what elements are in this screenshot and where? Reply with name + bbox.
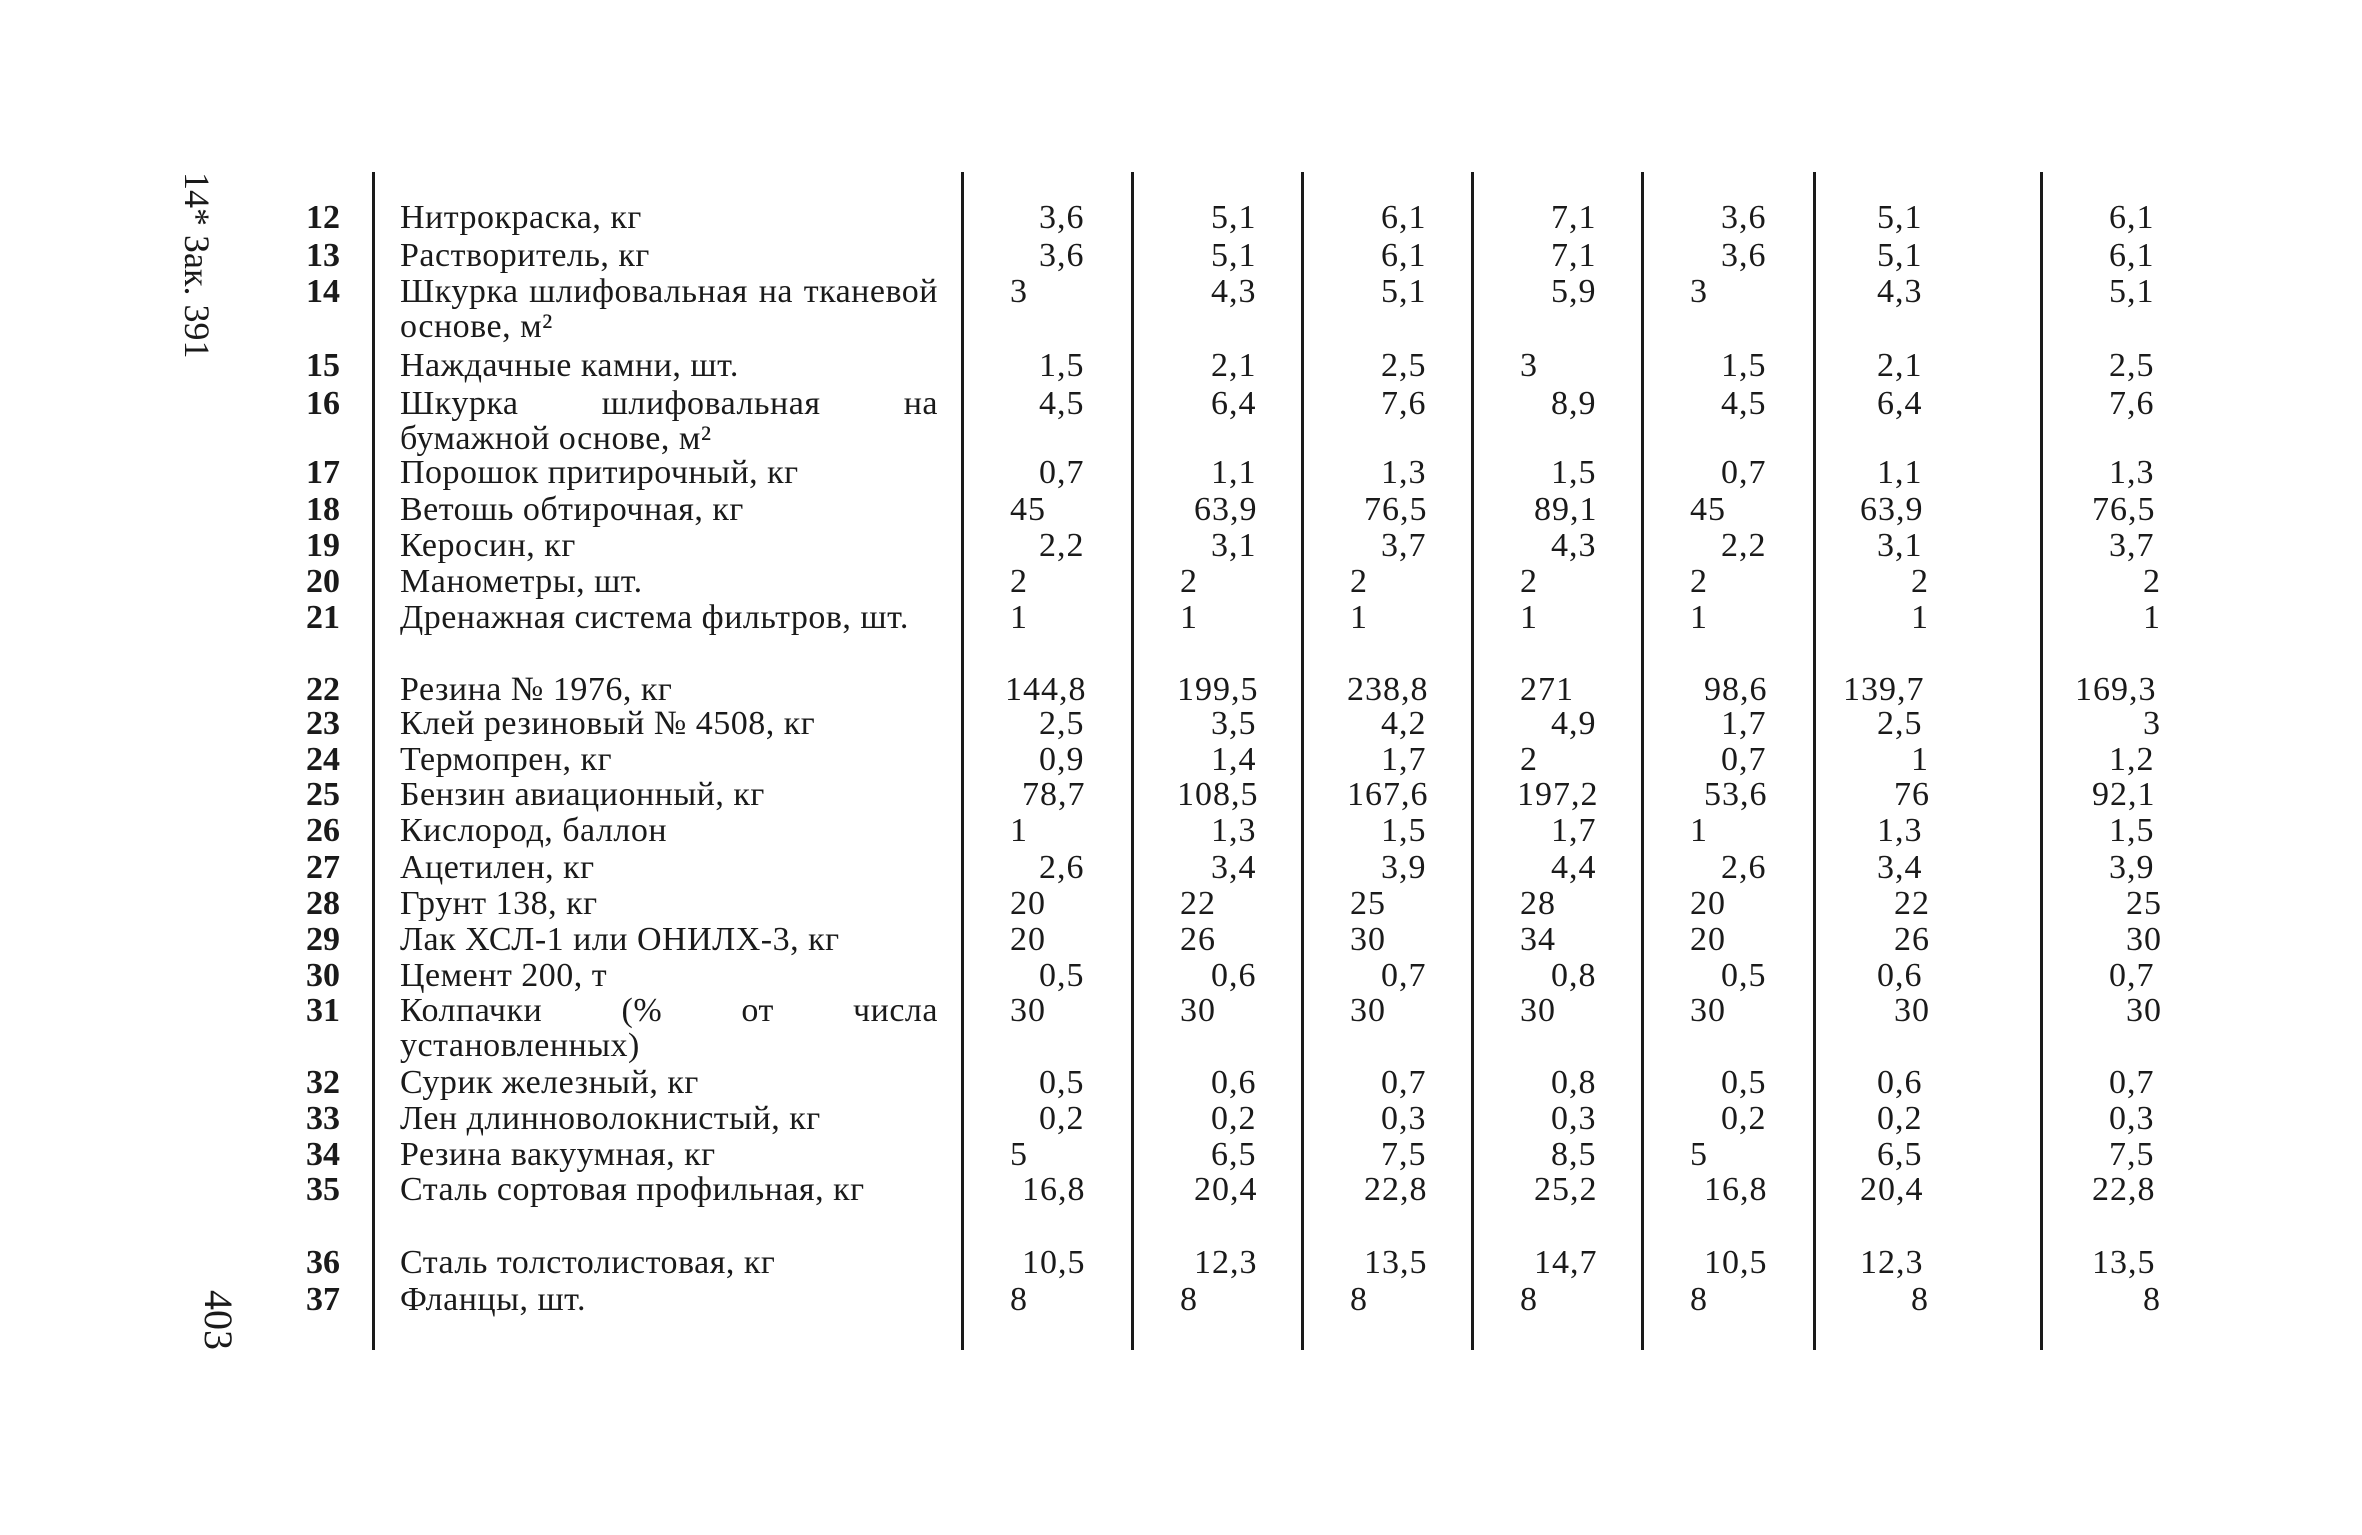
quantity-cell: 34 [1520, 921, 1556, 958]
quantity-cell: 3,4 [1211, 849, 1257, 886]
quantity-cell: 1,2 [2109, 741, 2155, 778]
quantity-cell: 2 [1690, 563, 1708, 600]
row-number: 28 [306, 885, 340, 922]
column-rule [2040, 172, 2043, 1350]
quantity-cell: 13,5 [1364, 1244, 1428, 1281]
quantity-cell: 0,6 [1877, 1064, 1923, 1101]
quantity-cell: 92,1 [2092, 776, 2156, 813]
quantity-cell: 3 [1690, 273, 1708, 310]
quantity-cell: 0,7 [2109, 1064, 2155, 1101]
quantity-cell: 3,6 [1721, 199, 1767, 236]
quantity-cell: 8,5 [1551, 1136, 1597, 1173]
row-number: 26 [306, 812, 340, 849]
quantity-cell: 1 [2143, 599, 2161, 636]
quantity-cell: 0,5 [1721, 957, 1767, 994]
quantity-cell: 4,3 [1211, 273, 1257, 310]
quantity-cell: 3,1 [1211, 527, 1257, 564]
quantity-cell: 2 [2143, 563, 2161, 600]
material-name: Грунт 138, кг [400, 885, 598, 922]
quantity-cell: 1 [1350, 599, 1368, 636]
quantity-cell: 76,5 [2092, 491, 2156, 528]
quantity-cell: 2 [1911, 563, 1929, 600]
quantity-cell: 22 [1180, 885, 1216, 922]
quantity-cell: 25 [2126, 885, 2162, 922]
quantity-cell: 4,5 [1721, 385, 1767, 422]
material-name: Кислород, баллон [400, 812, 668, 849]
quantity-cell: 6,1 [2109, 237, 2155, 274]
quantity-cell: 1,7 [1551, 812, 1597, 849]
quantity-cell: 3,6 [1039, 237, 1085, 274]
quantity-cell: 20 [1010, 885, 1046, 922]
quantity-cell: 2,5 [1381, 347, 1427, 384]
column-rule [1641, 172, 1644, 1350]
quantity-cell: 5,1 [1877, 199, 1923, 236]
row-number: 24 [306, 741, 340, 778]
quantity-cell: 6,5 [1877, 1136, 1923, 1173]
material-name: Сталь толстолистовая, кг [400, 1244, 776, 1281]
quantity-cell: 2,1 [1211, 347, 1257, 384]
quantity-cell: 271 [1520, 671, 1574, 708]
quantity-cell: 3,6 [1721, 237, 1767, 274]
quantity-cell: 8 [1911, 1281, 1929, 1318]
row-number: 32 [306, 1064, 340, 1101]
row-number: 27 [306, 849, 340, 886]
row-number: 15 [306, 347, 340, 384]
quantity-cell: 4,9 [1551, 705, 1597, 742]
quantity-cell: 30 [2126, 921, 2162, 958]
quantity-cell: 167,6 [1347, 776, 1429, 813]
quantity-cell: 0,7 [2109, 957, 2155, 994]
row-number: 12 [306, 199, 340, 236]
column-rule [1131, 172, 1134, 1350]
quantity-cell: 0,9 [1039, 741, 1085, 778]
quantity-cell: 30 [1180, 992, 1216, 1029]
quantity-cell: 30 [1520, 992, 1556, 1029]
quantity-cell: 0,5 [1721, 1064, 1767, 1101]
row-number: 13 [306, 237, 340, 274]
quantity-cell: 4,4 [1551, 849, 1597, 886]
quantity-cell: 1 [1911, 599, 1929, 636]
row-number: 19 [306, 527, 340, 564]
quantity-cell: 5,1 [2109, 273, 2155, 310]
material-name: Сталь сортовая профильная, кг [400, 1171, 865, 1208]
quantity-cell: 5 [1010, 1136, 1028, 1173]
quantity-cell: 1,3 [1211, 812, 1257, 849]
quantity-cell: 1 [1911, 741, 1929, 778]
quantity-cell: 2 [1350, 563, 1368, 600]
quantity-cell: 26 [1894, 921, 1930, 958]
quantity-cell: 1 [1010, 599, 1028, 636]
quantity-cell: 7,1 [1551, 199, 1597, 236]
quantity-cell: 1 [1180, 599, 1198, 636]
quantity-cell: 0,2 [1877, 1100, 1923, 1137]
quantity-cell: 10,5 [1022, 1244, 1086, 1281]
quantity-cell: 144,8 [1005, 671, 1087, 708]
quantity-cell: 14,7 [1534, 1244, 1598, 1281]
quantity-cell: 12,3 [1194, 1244, 1258, 1281]
quantity-cell: 0,8 [1551, 1064, 1597, 1101]
quantity-cell: 197,2 [1517, 776, 1599, 813]
quantity-cell: 0,5 [1039, 957, 1085, 994]
quantity-cell: 0,7 [1039, 454, 1085, 491]
column-rule [1301, 172, 1304, 1350]
material-name: Цемент 200, т [400, 957, 608, 994]
row-number: 34 [306, 1136, 340, 1173]
quantity-cell: 1,5 [1381, 812, 1427, 849]
quantity-cell: 2 [1010, 563, 1028, 600]
quantity-cell: 5,1 [1211, 199, 1257, 236]
quantity-cell: 5 [1690, 1136, 1708, 1173]
material-name: Термопрен, кг [400, 741, 613, 778]
material-name: Нитрокраска, кг [400, 199, 642, 236]
quantity-cell: 6,1 [1381, 199, 1427, 236]
quantity-cell: 1,5 [2109, 812, 2155, 849]
row-number: 23 [306, 705, 340, 742]
quantity-cell: 1,5 [1551, 454, 1597, 491]
quantity-cell: 20 [1010, 921, 1046, 958]
quantity-cell: 20 [1690, 885, 1726, 922]
quantity-cell: 3,5 [1211, 705, 1257, 742]
quantity-cell: 238,8 [1347, 671, 1429, 708]
quantity-cell: 6,1 [1381, 237, 1427, 274]
quantity-cell: 6,4 [1877, 385, 1923, 422]
quantity-cell: 7,6 [1381, 385, 1427, 422]
quantity-cell: 22 [1894, 885, 1930, 922]
quantity-cell: 2,2 [1039, 527, 1085, 564]
quantity-cell: 0,6 [1211, 1064, 1257, 1101]
material-name: Керосин, кг [400, 527, 576, 564]
quantity-cell: 76,5 [1364, 491, 1428, 528]
material-name: Лен длинноволокнистый, кг [400, 1100, 821, 1137]
quantity-cell: 1,3 [1877, 812, 1923, 849]
row-number: 22 [306, 671, 340, 708]
quantity-cell: 169,3 [2075, 671, 2157, 708]
quantity-cell: 25,2 [1534, 1171, 1598, 1208]
quantity-cell: 0,7 [1381, 1064, 1427, 1101]
material-name: Бензин авиационный, кг [400, 776, 765, 813]
quantity-cell: 63,9 [1194, 491, 1258, 528]
material-name: Колпачки (% от числа установленных) [400, 992, 938, 1064]
quantity-cell: 7,5 [1381, 1136, 1427, 1173]
quantity-cell: 10,5 [1704, 1244, 1768, 1281]
material-name: Наждачные камни, шт. [400, 347, 739, 384]
quantity-cell: 2,1 [1877, 347, 1923, 384]
quantity-cell: 7,1 [1551, 237, 1597, 274]
quantity-cell: 7,5 [2109, 1136, 2155, 1173]
quantity-cell: 3,9 [1381, 849, 1427, 886]
quantity-cell: 2,6 [1721, 849, 1767, 886]
quantity-cell: 0,7 [1381, 957, 1427, 994]
material-name: Резина № 1976, кг [400, 671, 673, 708]
row-number: 25 [306, 776, 340, 813]
quantity-cell: 108,5 [1177, 776, 1259, 813]
quantity-cell: 1,1 [1211, 454, 1257, 491]
material-name: Фланцы, шт. [400, 1281, 586, 1318]
quantity-cell: 16,8 [1022, 1171, 1086, 1208]
quantity-cell: 1,7 [1721, 705, 1767, 742]
quantity-cell: 13,5 [2092, 1244, 2156, 1281]
quantity-cell: 8 [1520, 1281, 1538, 1318]
quantity-cell: 98,6 [1704, 671, 1768, 708]
quantity-cell: 1 [1520, 599, 1538, 636]
quantity-cell: 5,1 [1381, 273, 1427, 310]
quantity-cell: 0,6 [1211, 957, 1257, 994]
row-number: 14 [306, 273, 340, 310]
material-name: Лак ХСЛ-1 или ОНИЛХ-3, кг [400, 921, 840, 958]
quantity-cell: 20,4 [1860, 1171, 1924, 1208]
quantity-cell: 3 [1520, 347, 1538, 384]
material-name: Манометры, шт. [400, 563, 643, 600]
quantity-cell: 1,1 [1877, 454, 1923, 491]
quantity-cell: 20,4 [1194, 1171, 1258, 1208]
quantity-cell: 8 [1180, 1281, 1198, 1318]
quantity-cell: 0,8 [1551, 957, 1597, 994]
quantity-cell: 2,5 [1877, 705, 1923, 742]
quantity-cell: 8 [1010, 1281, 1028, 1318]
quantity-cell: 7,6 [2109, 385, 2155, 422]
quantity-cell: 4,5 [1039, 385, 1085, 422]
column-rule [1813, 172, 1816, 1350]
material-name: Шкурка шлифовальная на бумажной основе, м² [400, 385, 938, 457]
quantity-cell: 6,4 [1211, 385, 1257, 422]
quantity-cell: 16,8 [1704, 1171, 1768, 1208]
quantity-cell: 1,7 [1381, 741, 1427, 778]
page-number: 403 [196, 1290, 241, 1350]
quantity-cell: 3,1 [1877, 527, 1923, 564]
quantity-cell: 1,4 [1211, 741, 1257, 778]
quantity-cell: 30 [2126, 992, 2162, 1029]
quantity-cell: 30 [1350, 921, 1386, 958]
quantity-cell: 1,3 [1381, 454, 1427, 491]
quantity-cell: 1 [1690, 812, 1708, 849]
quantity-cell: 22,8 [1364, 1171, 1428, 1208]
quantity-cell: 5,1 [1211, 237, 1257, 274]
material-name: Дренажная система фильтров, шт. [400, 599, 909, 636]
quantity-cell: 3,6 [1039, 199, 1085, 236]
quantity-cell: 45 [1690, 491, 1726, 528]
quantity-cell: 12,3 [1860, 1244, 1924, 1281]
quantity-cell: 0,3 [1381, 1100, 1427, 1137]
row-number: 17 [306, 454, 340, 491]
row-number: 18 [306, 491, 340, 528]
quantity-cell: 4,3 [1551, 527, 1597, 564]
quantity-cell: 3 [2143, 705, 2161, 742]
quantity-cell: 2,5 [2109, 347, 2155, 384]
quantity-cell: 8 [1690, 1281, 1708, 1318]
quantity-cell: 5,9 [1551, 273, 1597, 310]
row-number: 36 [306, 1244, 340, 1281]
quantity-cell: 0,7 [1721, 454, 1767, 491]
quantity-cell: 0,3 [1551, 1100, 1597, 1137]
quantity-cell: 4,2 [1381, 705, 1427, 742]
quantity-cell: 3,7 [2109, 527, 2155, 564]
material-name: Шкурка шлифовальная на тканевой основе, м² [400, 273, 938, 345]
quantity-cell: 1 [1690, 599, 1708, 636]
row-number: 35 [306, 1171, 340, 1208]
quantity-cell: 0,2 [1211, 1100, 1257, 1137]
quantity-cell: 0,6 [1877, 957, 1923, 994]
quantity-cell: 0,2 [1039, 1100, 1085, 1137]
material-name: Порошок притирочный, кг [400, 454, 799, 491]
row-number: 33 [306, 1100, 340, 1137]
quantity-cell: 3,4 [1877, 849, 1923, 886]
quantity-cell: 1,5 [1721, 347, 1767, 384]
quantity-cell: 20 [1690, 921, 1726, 958]
quantity-cell: 0,5 [1039, 1064, 1085, 1101]
quantity-cell: 63,9 [1860, 491, 1924, 528]
side-note: 14* Зак. 391 [177, 172, 217, 359]
quantity-cell: 0,3 [2109, 1100, 2155, 1137]
row-number: 29 [306, 921, 340, 958]
quantity-cell: 8,9 [1551, 385, 1597, 422]
material-name: Резина вакуумная, кг [400, 1136, 716, 1173]
quantity-cell: 6,1 [2109, 199, 2155, 236]
row-number: 31 [306, 992, 340, 1029]
quantity-cell: 2 [1180, 563, 1198, 600]
quantity-cell: 1,5 [1039, 347, 1085, 384]
quantity-cell: 199,5 [1177, 671, 1259, 708]
quantity-cell: 2 [1520, 741, 1538, 778]
quantity-cell: 89,1 [1534, 491, 1598, 528]
quantity-cell: 30 [1350, 992, 1386, 1029]
column-rule [1471, 172, 1474, 1350]
quantity-cell: 6,5 [1211, 1136, 1257, 1173]
quantity-cell: 30 [1010, 992, 1046, 1029]
material-name: Ацетилен, кг [400, 849, 595, 886]
row-number: 37 [306, 1281, 340, 1318]
quantity-cell: 0,7 [1721, 741, 1767, 778]
quantity-cell: 76 [1894, 776, 1930, 813]
quantity-cell: 1,3 [2109, 454, 2155, 491]
quantity-cell: 2,6 [1039, 849, 1085, 886]
quantity-cell: 3 [1010, 273, 1028, 310]
quantity-cell: 78,7 [1022, 776, 1086, 813]
row-number: 30 [306, 957, 340, 994]
quantity-cell: 5,1 [1877, 237, 1923, 274]
row-number: 20 [306, 563, 340, 600]
quantity-cell: 30 [1690, 992, 1726, 1029]
row-number: 16 [306, 385, 340, 422]
quantity-cell: 45 [1010, 491, 1046, 528]
quantity-cell: 53,6 [1704, 776, 1768, 813]
material-name: Клей резиновый № 4508, кг [400, 705, 816, 742]
quantity-cell: 25 [1350, 885, 1386, 922]
quantity-cell: 1 [1010, 812, 1028, 849]
material-name: Растворитель, кг [400, 237, 650, 274]
quantity-cell: 8 [2143, 1281, 2161, 1318]
column-rule [372, 172, 375, 1350]
quantity-cell: 2,5 [1039, 705, 1085, 742]
quantity-cell: 0,2 [1721, 1100, 1767, 1137]
quantity-cell: 22,8 [2092, 1171, 2156, 1208]
quantity-cell: 26 [1180, 921, 1216, 958]
quantity-cell: 2 [1520, 563, 1538, 600]
quantity-cell: 3,7 [1381, 527, 1427, 564]
quantity-cell: 139,7 [1843, 671, 1925, 708]
quantity-cell: 4,3 [1877, 273, 1923, 310]
quantity-cell: 8 [1350, 1281, 1368, 1318]
material-name: Ветошь обтирочная, кг [400, 491, 744, 528]
quantity-cell: 3,9 [2109, 849, 2155, 886]
column-rule [961, 172, 964, 1350]
quantity-cell: 28 [1520, 885, 1556, 922]
row-number: 21 [306, 599, 340, 636]
material-name: Сурик железный, кг [400, 1064, 699, 1101]
quantity-cell: 30 [1894, 992, 1930, 1029]
quantity-cell: 2,2 [1721, 527, 1767, 564]
